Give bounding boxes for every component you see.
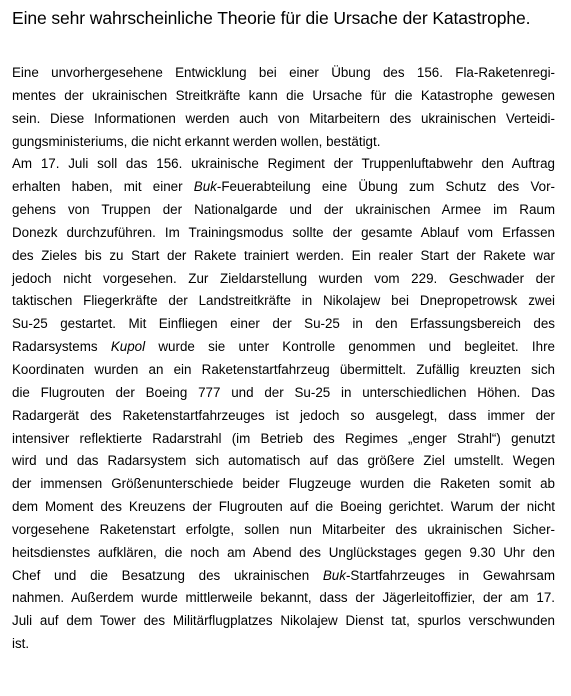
text-segment: -Startfahrzeuges in Gewahrsam	[345, 567, 555, 583]
document-body	[12, 62, 555, 656]
text-segment: Koordinaten wurden an ein Raketenstartfahrzeug übermittelt. Zufällig kreuzten sich	[12, 361, 555, 377]
text-segment: vorgesehene Raketenstart erfolgte, sollen nun Mitarbeiter des ukrainischen Sicher-	[12, 521, 555, 537]
italic-term: Buk	[193, 179, 217, 195]
paragraph	[12, 153, 555, 656]
text-segment: heitsdienstes aufklären, die noch am Abend des Unglückstages gegen 9.30 Uhr den	[12, 544, 555, 560]
text-segment: nahmen. Außerdem wurde mittlerweile bekannt, dass der Jägerleitoffizier, der am 17.	[12, 590, 555, 606]
document-page	[12, 0, 555, 656]
italic-term: Buk	[322, 567, 346, 583]
text-segment: -Feuerabteilung eine Übung zum Schutz des Vor-	[216, 179, 556, 195]
text-line	[12, 359, 555, 382]
document-title: Eine sehr wahrscheinliche Theorie für die Ursache der Katastrophe.	[12, 8, 531, 28]
text-line	[12, 382, 555, 405]
text-segment: mentes der ukrainischen Streitkräfte kann die Ursache für die Katastrophe gewesen	[12, 87, 555, 103]
text-line	[12, 336, 555, 359]
text-line	[12, 222, 555, 245]
paragraph	[12, 62, 555, 153]
text-line	[12, 176, 555, 199]
text-line	[12, 85, 555, 108]
text-segment: Juli auf dem Tower des Militärflugplatzes Nikolajew Dienst tat, spurlos verschwunden	[12, 613, 555, 629]
text-line	[12, 199, 555, 222]
italic-term: Kupol	[110, 339, 146, 355]
text-segment: wird und das Radarsystem sich automatisch auf das größere Ziel umstellt. Wegen	[12, 453, 555, 469]
text-segment: Eine unvorhergesehene Entwicklung bei einer Übung des 156. Fla-Raketenregi-	[12, 65, 555, 80]
text-segment: Donezk durchzuführen. Im Trainingsmodus sollte der gesamte Ablauf vom Erfassen	[12, 224, 555, 240]
text-line	[12, 428, 555, 451]
text-segment: gehens von Truppen der Nationalgarde und der ukrainischen Armee im Raum	[12, 202, 555, 218]
text-line	[12, 405, 555, 428]
text-line	[12, 496, 555, 519]
text-line	[12, 587, 555, 610]
text-line	[12, 290, 555, 313]
text-segment: Chef und die Besatzung des ukrainischen	[12, 567, 323, 583]
text-segment: erhalten haben, mit einer	[12, 179, 194, 195]
text-segment: jedoch nicht vorgesehen. Zur Zieldarstellung wurden vom 229. Geschwader der	[12, 270, 555, 286]
text-line	[12, 565, 555, 588]
text-line	[12, 131, 555, 154]
text-line	[12, 542, 555, 565]
text-line	[12, 473, 555, 496]
text-segment: ist.	[12, 636, 30, 652]
text-line	[12, 313, 555, 336]
text-line	[12, 62, 555, 85]
text-line	[12, 268, 555, 291]
text-segment: die Flugrouten der Boeing 777 und der Su-25 in unterschiedlichen Höhen. Das	[12, 384, 555, 400]
text-line	[12, 610, 555, 633]
text-segment: der immensen Größenunterschiede beider Flugzeuge wurden die Raketen somit ab	[12, 476, 555, 492]
text-segment: intensiver reflektierte Radarstrahl (im Betrieb des Regimes „enger Strahl“) genutzt	[12, 430, 555, 446]
text-segment: Am 17. Juli soll das 156. ukrainische Regiment der Truppenluftabwehr den Auftrag	[12, 156, 555, 172]
text-segment: wurde sie unter Kontrolle genommen und begleitet. Ihre	[145, 339, 556, 355]
text-segment: Su-25 gestartet. Mit Einfliegen einer der Su-25 in den Erfassungsbereich des	[12, 316, 555, 332]
text-segment: taktischen Fliegerkräfte der Landstreitkräfte in Nikolajew bei Dnepropetrowsk zwei	[12, 293, 555, 309]
text-line	[12, 633, 555, 656]
text-line	[12, 153, 555, 176]
text-segment: dem Moment des Kreuzens der Flugrouten auf die Boeing gerichtet. Warum der nicht	[12, 499, 555, 515]
text-line	[12, 450, 555, 473]
text-segment: sein. Diese Informationen werden auch von Mitarbeitern des ukrainischen Verteidi-	[12, 110, 555, 126]
text-segment: Radargerät des Raketenstartfahrzeuges ist jedoch so ausgelegt, dass immer der	[12, 407, 555, 423]
text-line	[12, 245, 555, 268]
text-line	[12, 108, 555, 131]
text-segment: gungsministeriums, die nicht erkannt werden wollen, bestätigt.	[12, 133, 381, 149]
text-segment: des Zieles bis zu Start der Rakete trainiert werden. Ein realer Start der Rakete war	[12, 247, 555, 263]
text-line	[12, 519, 555, 542]
text-segment: Radarsystems	[12, 339, 111, 355]
